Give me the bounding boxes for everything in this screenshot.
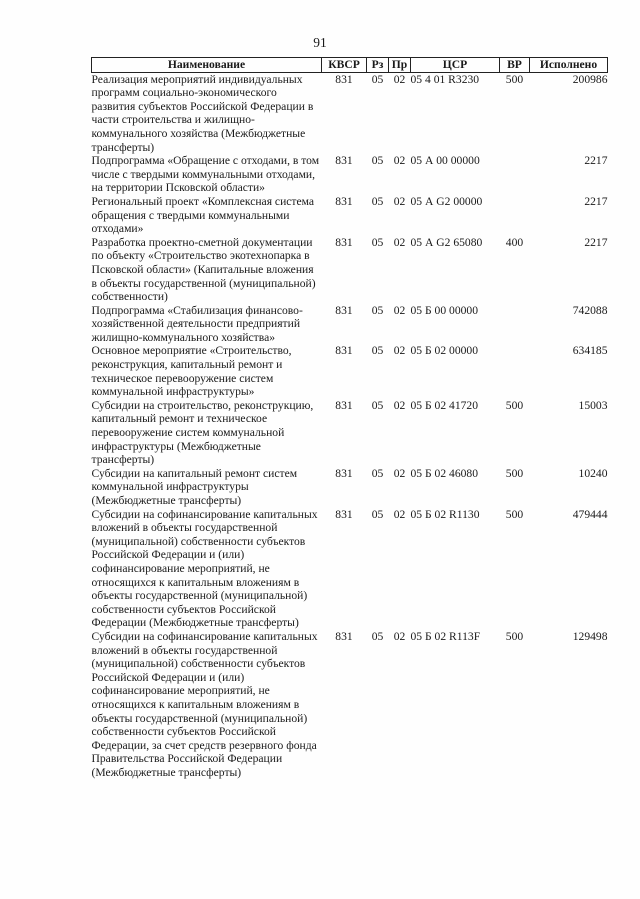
row-csr: 05 А G2 65080 <box>410 235 483 249</box>
header-csr: ЦСР <box>411 58 500 73</box>
row-pr: 02 <box>393 629 406 643</box>
row-sum: 2217 <box>584 154 608 168</box>
row-name: Основное мероприятие «Строительство, реконструкция, капитальный ремонт и техническое перевооружение систем коммунальной инфраструктуры» <box>91 344 292 399</box>
row-sum: 10240 <box>578 466 608 480</box>
table-row <box>92 236 608 304</box>
table-row <box>92 72 608 154</box>
row-csr: 05 4 01 R3230 <box>410 72 480 86</box>
row-name: Субсидии на софинансирование капитальных вложений в объекты государственной (муниципальной) собственности субъектов Российской Федерации и (или) софинансирование мероприятий, не относящихся к капитальным вложениям в объекты государственной (муниципальной) собственности субъектов Российской Федерации (Межбюджетные трансферты) <box>91 507 318 630</box>
row-rz: 05 <box>371 507 384 521</box>
row-rz: 05 <box>371 194 384 208</box>
row-rz: 05 <box>371 398 384 412</box>
row-kvsr: 831 <box>335 235 353 249</box>
row-kvsr: 831 <box>335 507 353 521</box>
row-pr: 02 <box>393 507 406 521</box>
row-rz: 05 <box>371 303 384 317</box>
page-number: 91 <box>313 35 327 50</box>
table-row <box>92 467 608 508</box>
row-kvsr: 831 <box>335 629 353 643</box>
row-sum: 2217 <box>584 235 608 249</box>
row-vr <box>500 304 530 345</box>
row-csr: 05 А 00 00000 <box>410 154 480 168</box>
row-kvsr: 831 <box>335 344 353 358</box>
row-sum: 479444 <box>572 507 608 521</box>
table-row <box>92 154 608 195</box>
row-name: Подпрограмма «Обращение с отходами, в том числе с твердыми коммунальными отходами, на территории Псковской области» <box>91 154 320 195</box>
header-rz: Рз <box>367 58 389 73</box>
row-csr: 05 Б 02 41720 <box>410 398 479 412</box>
row-pr: 02 <box>393 303 406 317</box>
row-csr: 05 Б 02 46080 <box>410 466 479 480</box>
row-pr: 02 <box>393 398 406 412</box>
table-row <box>92 195 608 236</box>
table-row <box>92 630 608 780</box>
row-name: Реализация мероприятий индивидуальных программ социально-экономического развития субъектов Российской Федерации в части строительства и жилищно-коммунального хозяйства (Межбюджетные трансферты) <box>91 72 314 154</box>
row-rz: 05 <box>371 235 384 249</box>
row-pr: 02 <box>393 344 406 358</box>
row-sum: 129498 <box>572 629 608 643</box>
row-vr: 500 <box>505 398 524 412</box>
row-kvsr: 831 <box>335 72 353 86</box>
table-header-row <box>92 58 608 73</box>
row-kvsr: 831 <box>335 398 353 412</box>
header-sum: Исполнено <box>530 58 608 73</box>
budget-table <box>91 57 608 779</box>
header-name: Наименование <box>92 58 322 73</box>
row-rz: 05 <box>371 154 384 168</box>
row-name: Субсидии на строительство, реконструкцию, капитальный ремонт и техническое перевооружение систем коммунальной инфраструктуры (Межбюджетные трансферты) <box>91 398 314 467</box>
row-kvsr: 831 <box>335 154 353 168</box>
row-pr: 02 <box>393 72 406 86</box>
row-vr: 500 <box>505 466 524 480</box>
row-kvsr: 831 <box>335 303 353 317</box>
row-pr: 02 <box>393 154 406 168</box>
table-row <box>92 304 608 345</box>
row-sum: 742088 <box>572 303 608 317</box>
row-pr: 02 <box>393 466 406 480</box>
row-pr: 02 <box>393 235 406 249</box>
row-rz: 05 <box>371 466 384 480</box>
table-row <box>92 344 608 398</box>
header-vr: ВР <box>500 58 530 73</box>
row-kvsr: 831 <box>335 466 353 480</box>
table-row <box>92 508 608 630</box>
row-vr: 500 <box>505 629 524 643</box>
row-sum: 200986 <box>572 72 608 86</box>
header-pr: Пр <box>389 58 411 73</box>
header-kvsr: КВСР <box>322 58 367 73</box>
row-name: Региональный проект «Комплексная система обращения с твердыми коммунальными отходами» <box>91 194 315 236</box>
row-sum: 634185 <box>572 344 608 358</box>
row-pr: 02 <box>393 194 406 208</box>
row-vr <box>500 195 530 236</box>
row-name: Подпрограмма «Стабилизация финансово-хозяйственной деятельности предприятий жилищно-коммунального хозяйства» <box>91 303 303 344</box>
row-rz: 05 <box>371 629 384 643</box>
row-rz: 05 <box>371 344 384 358</box>
row-name: Субсидии на капитальный ремонт систем коммунальной инфраструктуры (Межбюджетные трансферты) <box>91 466 298 507</box>
row-vr <box>500 344 530 398</box>
row-csr: 05 А G2 00000 <box>410 194 483 208</box>
row-csr: 05 Б 02 00000 <box>410 344 479 358</box>
row-sum: 15003 <box>578 398 608 412</box>
row-csr: 05 Б 02 R113F <box>410 629 481 643</box>
row-vr <box>500 154 530 195</box>
table-row <box>92 399 608 467</box>
row-name: Субсидии на софинансирование капитальных вложений в объекты государственной (муниципальной) собственности субъектов Российской Федерации и (или) софинансирование мероприятий, не относящихся к капитальным вложениям в объекты государственной (муниципальной) собственности субъектов Российской Федерации, за счет средств резервного фонда Правительства Российской Федерации (Межбюджетные трансферты) <box>91 629 318 779</box>
row-kvsr: 831 <box>335 194 353 208</box>
row-csr: 05 Б 00 00000 <box>410 303 479 317</box>
row-sum: 2217 <box>584 194 608 208</box>
row-name: Разработка проектно-сметной документации по объекту «Строительство экотехнопарка в Псковской области» (Капитальные вложения в объекты государственной (муниципальной) собственности) <box>91 235 316 304</box>
row-vr: 500 <box>505 72 524 86</box>
row-rz: 05 <box>371 72 384 86</box>
row-csr: 05 Б 02 R1130 <box>410 507 480 521</box>
row-vr: 400 <box>505 235 524 249</box>
row-vr: 500 <box>505 507 524 521</box>
